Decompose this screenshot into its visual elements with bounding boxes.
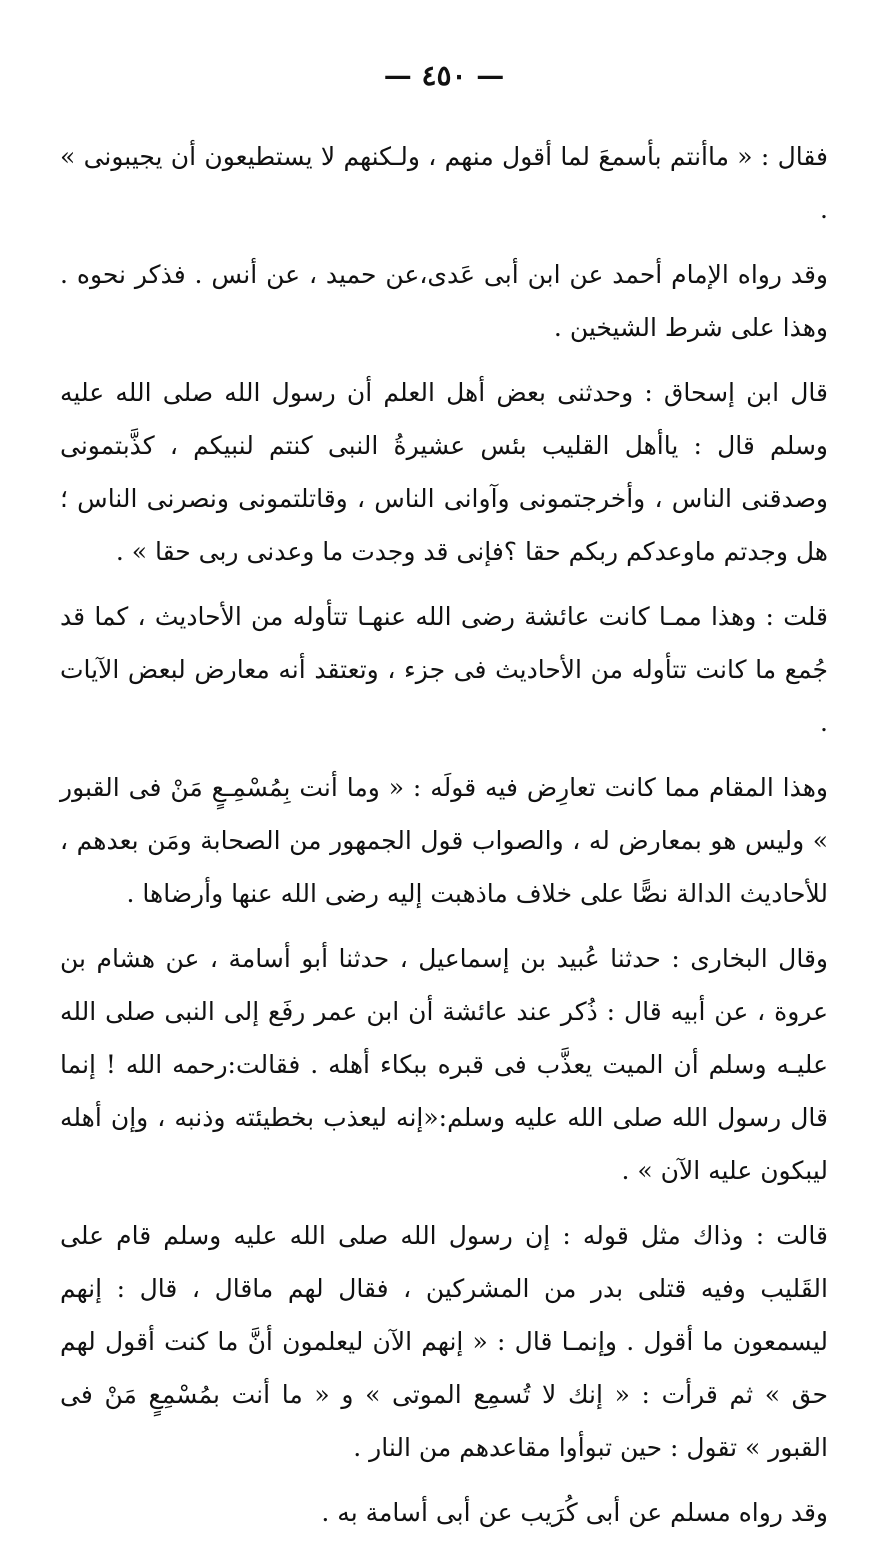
paragraph [60, 248, 828, 354]
paragraph-text: وقال البخارى : حدثنا عُبيد بن إسماعيل ، حدثنا أبو أسامة ، عن هشام بن عروة ، عن أبيه قال : ذُكر عند عائشة أن ابن عمر رفَع إلى النبى صلى الله عليـه وسلم أن الميت يعذَّب فى قبره ببكاء أهله . فقالت:رحمه الله ! إنما قال رسول الله صلى الله عليه وسلم:«إنه ليعذب بخطيئته وذنبه ، وإن أهله ليبكون عليه الآن » . [60, 944, 828, 1185]
paragraph [60, 1209, 828, 1474]
paragraph [60, 932, 828, 1197]
paragraph-text: فقال : « ماأنتم بأسمعَ لما أقول منهم ، ولـكنهم لا يستطيعون أن يجيبونى » . [60, 142, 828, 224]
page-number: — ٤٥٠ — [383, 59, 505, 92]
paragraph-text: قالت : وذاك مثل قوله : إن رسول الله صلى الله عليه وسلم قام على القَليب وفيه قتلى بدر من المشركين ، فقال لهم ماقال ، قال : إنهم ليسمعون ما أقول . وإنمـا قال : « إنهم الآن ليعلمون أنَّ ما كنت أقول لهم حق » ثم قرأت : « إنك لا تُسمِع الموتى » و « ما أنت بمُسْمِعٍ مَنْ فى القبور » تقول : حين تبوأوا مقاعدهم من النار . [60, 1221, 828, 1462]
paragraph [60, 761, 828, 920]
paragraph-text: قال ابن إسحاق : وحدثنى بعض أهل العلم أن رسول الله صلى الله عليه وسلم قال : ياأهل القليب بئس عشيرةُ النبى كنتم لنبيكم ، كذَّبتمونى وصدقنى الناس ، وأخرجتمونى وآوانى الناس ، وقاتلتمونى ونصرنى الناس ؛ هل وجدتم ماوعدكم ربكم حقا ؟فإنى قد وجدت ما وعدنى ربى حقا » . [60, 378, 828, 566]
page-body [60, 130, 828, 1551]
paragraph-text: وهذا المقام مما كانت تعارِض فيه قولَه : « وما أنت بِمُسْمِـعٍ مَنْ فى القبور » وليس هو بمعارض له ، والصواب قول الجمهور من الصحابة ومَن بعدهم ، للأحاديث الدالة نصًّا على خلاف ماذهبت إليه رضى الله عنها وأرضاها . [60, 773, 828, 908]
paragraph [60, 590, 828, 749]
paragraph [60, 366, 828, 578]
paragraph-text: وقد رواه الإمام أحمد عن ابن أبى عَدى،عن حميد ، عن أنس . فذكر نحوه . وهذا على شرط الشيخين . [60, 260, 828, 342]
paragraph [60, 1486, 828, 1539]
paragraph [60, 130, 828, 236]
paragraph-text: قلت : وهذا ممـا كانت عائشة رضى الله عنهـا تتأوله من الأحاديث ، كما قد جُمع ما كانت تتأوله من الأحاديث فى جزء ، وتعتقد أنه معارض لبعض الآيات . [60, 602, 828, 737]
paragraph-text: وقد رواه مسلم عن أبى كُرَيب عن أبى أسامة به . [321, 1498, 828, 1527]
